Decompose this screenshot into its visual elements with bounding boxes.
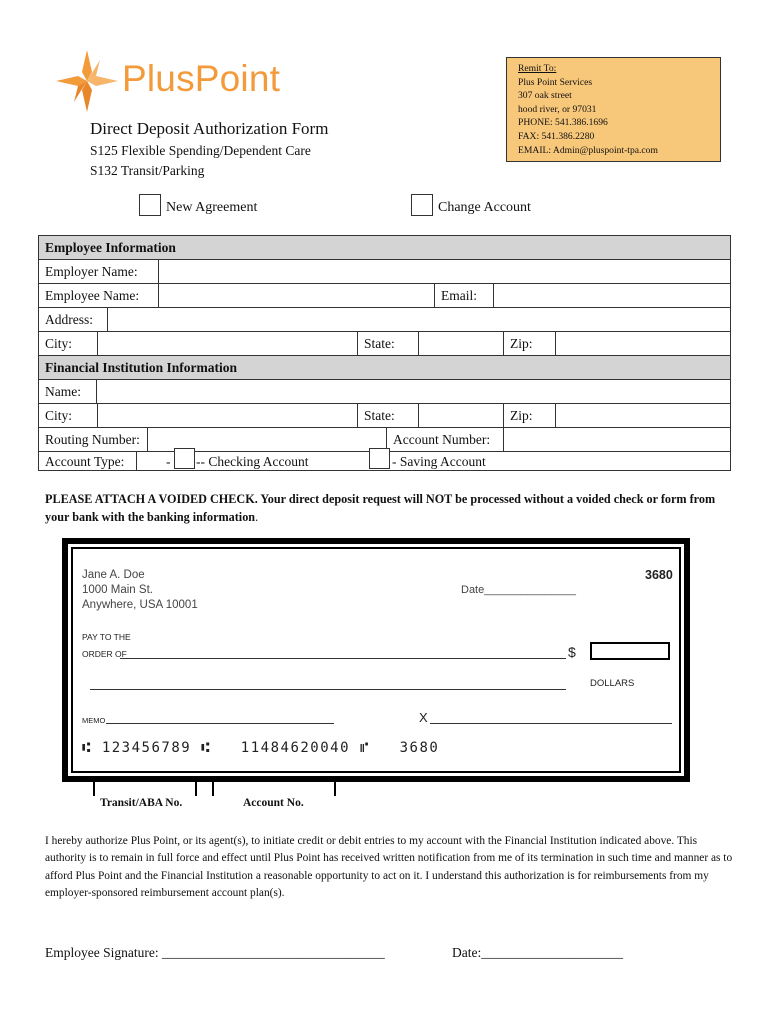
bank-state-label: State:	[364, 408, 395, 423]
remit-line: hood river, or 97031	[518, 103, 597, 115]
address-label: Address:	[45, 312, 93, 327]
account-no-label: Account No.	[243, 797, 304, 809]
information-table	[38, 235, 731, 471]
check-owner	[82, 568, 198, 613]
city-row	[39, 332, 730, 356]
pay-to-label: PAY TO THE	[82, 632, 131, 642]
bank-zip-label: Zip:	[510, 408, 533, 423]
authorization-statement: I hereby authorize Plus Point, or its agent(s), to initiate credit or debit entries to my account with the Financial Institution indicated above. This authority is to remain in full force and effect until Plus Point has received written notification from me of its termination in such time and manner as to afford Plus Point and the Financial Institution a reasonable opportunity to act on it. I understand this authorization is for reimbursements from my employer-sponsored reimbursement account plan(s).	[45, 835, 733, 900]
city-field[interactable]	[98, 332, 357, 355]
email-field[interactable]	[494, 284, 730, 307]
check-date-line: Date_______________	[461, 584, 577, 596]
address-field[interactable]	[108, 308, 730, 331]
state-label: State:	[364, 336, 395, 351]
amount-words-line	[90, 689, 566, 690]
dollars-label: DOLLARS	[590, 678, 635, 689]
email-label: Email:	[441, 288, 477, 303]
checking-account-label: -- Checking Account	[196, 454, 309, 469]
change-account-checkbox[interactable]	[411, 194, 433, 216]
bank-info-heading: Financial Institution Information	[45, 360, 238, 375]
checking-dash: -	[166, 454, 171, 469]
pluspoint-logo-icon	[56, 50, 118, 112]
order-of-label: ORDER OF	[82, 649, 127, 659]
bank-name-row	[39, 380, 730, 404]
saving-account-checkbox[interactable]	[369, 448, 390, 469]
form-title: Direct Deposit Authorization Form	[90, 119, 329, 138]
signature-date-line[interactable]: Date:_____________________	[452, 945, 623, 960]
check-signature-line	[430, 723, 672, 724]
bank-state-field[interactable]	[419, 404, 503, 427]
employee-name-row	[39, 284, 730, 308]
bank-info-header	[39, 356, 730, 380]
micr-line: ⑆ 123456789 ⑆ 11484620040 ⑈ 3680	[82, 740, 440, 756]
change-account-label: Change Account	[438, 200, 531, 215]
account-type-label: Account Type:	[45, 454, 125, 469]
employer-name-row	[39, 260, 730, 284]
voided-check-notice-heading: PLEASE ATTACH A VOIDED CHECK.	[45, 492, 258, 506]
employer-name-field[interactable]	[159, 260, 730, 283]
bank-name-field[interactable]	[97, 380, 730, 403]
zip-field[interactable]	[556, 332, 730, 355]
form-subtitle-s132: S132 Transit/Parking	[90, 163, 205, 178]
remit-line: FAX: 541.386.2280	[518, 130, 595, 142]
bank-city-row	[39, 404, 730, 428]
zip-label: Zip:	[510, 336, 533, 351]
form-subtitle-s125: S125 Flexible Spending/Dependent Care	[90, 143, 311, 158]
check-number: 3680	[645, 568, 673, 582]
checking-account-checkbox[interactable]	[174, 448, 195, 469]
employee-name-label: Employee Name:	[45, 288, 140, 303]
check-owner-address: 1000 Main St.	[82, 584, 153, 596]
employee-info-header	[39, 236, 730, 260]
new-agreement-checkbox[interactable]	[139, 194, 161, 216]
remit-line: EMAIL: Admin@pluspoint-tpa.com	[518, 144, 658, 156]
transit-aba-label: Transit/ABA No.	[100, 797, 183, 809]
routing-label: Routing Number:	[45, 432, 140, 447]
voided-check-notice	[45, 490, 735, 526]
payee-line	[120, 658, 566, 659]
address-row	[39, 308, 730, 332]
bank-city-label: City:	[45, 408, 73, 423]
bank-name-label: Name:	[45, 384, 81, 399]
saving-account-label: - Saving Account	[392, 454, 486, 469]
memo-line	[106, 723, 334, 724]
account-number-label: Account Number:	[393, 432, 491, 447]
bank-zip-field[interactable]	[556, 404, 730, 427]
account-number-field[interactable]	[504, 428, 730, 451]
dollar-sign: $	[568, 644, 576, 660]
employee-info-heading: Employee Information	[45, 240, 176, 255]
employer-name-label: Employer Name:	[45, 264, 138, 279]
memo-label: MEMO	[82, 716, 106, 725]
remit-heading: Remit To:	[518, 63, 557, 74]
employee-signature-line[interactable]: Employee Signature: _________________________________	[45, 945, 385, 960]
new-agreement-label: New Agreement	[166, 200, 258, 215]
voided-check-notice-period: .	[255, 510, 259, 524]
sample-check	[62, 538, 690, 782]
remit-line: PHONE: 541.386.1696	[518, 117, 608, 129]
check-owner-name: Jane A. Doe	[82, 569, 145, 581]
remit-to-box	[506, 57, 721, 162]
remit-line: Plus Point Services	[518, 76, 593, 88]
check-owner-city: Anywhere, USA 10001	[82, 599, 198, 611]
state-field[interactable]	[419, 332, 503, 355]
employee-name-field[interactable]	[159, 284, 434, 307]
voided-check-notice-text: Your direct deposit request will NOT be processed without a voided check or form from your bank with the banking information	[45, 492, 716, 524]
remit-line: 307 oak street	[518, 90, 572, 102]
city-label: City:	[45, 336, 73, 351]
bank-city-field[interactable]	[98, 404, 357, 427]
amount-box	[590, 642, 670, 660]
signature-x: X	[419, 710, 428, 725]
brand-name: PlusPoint	[122, 58, 281, 99]
